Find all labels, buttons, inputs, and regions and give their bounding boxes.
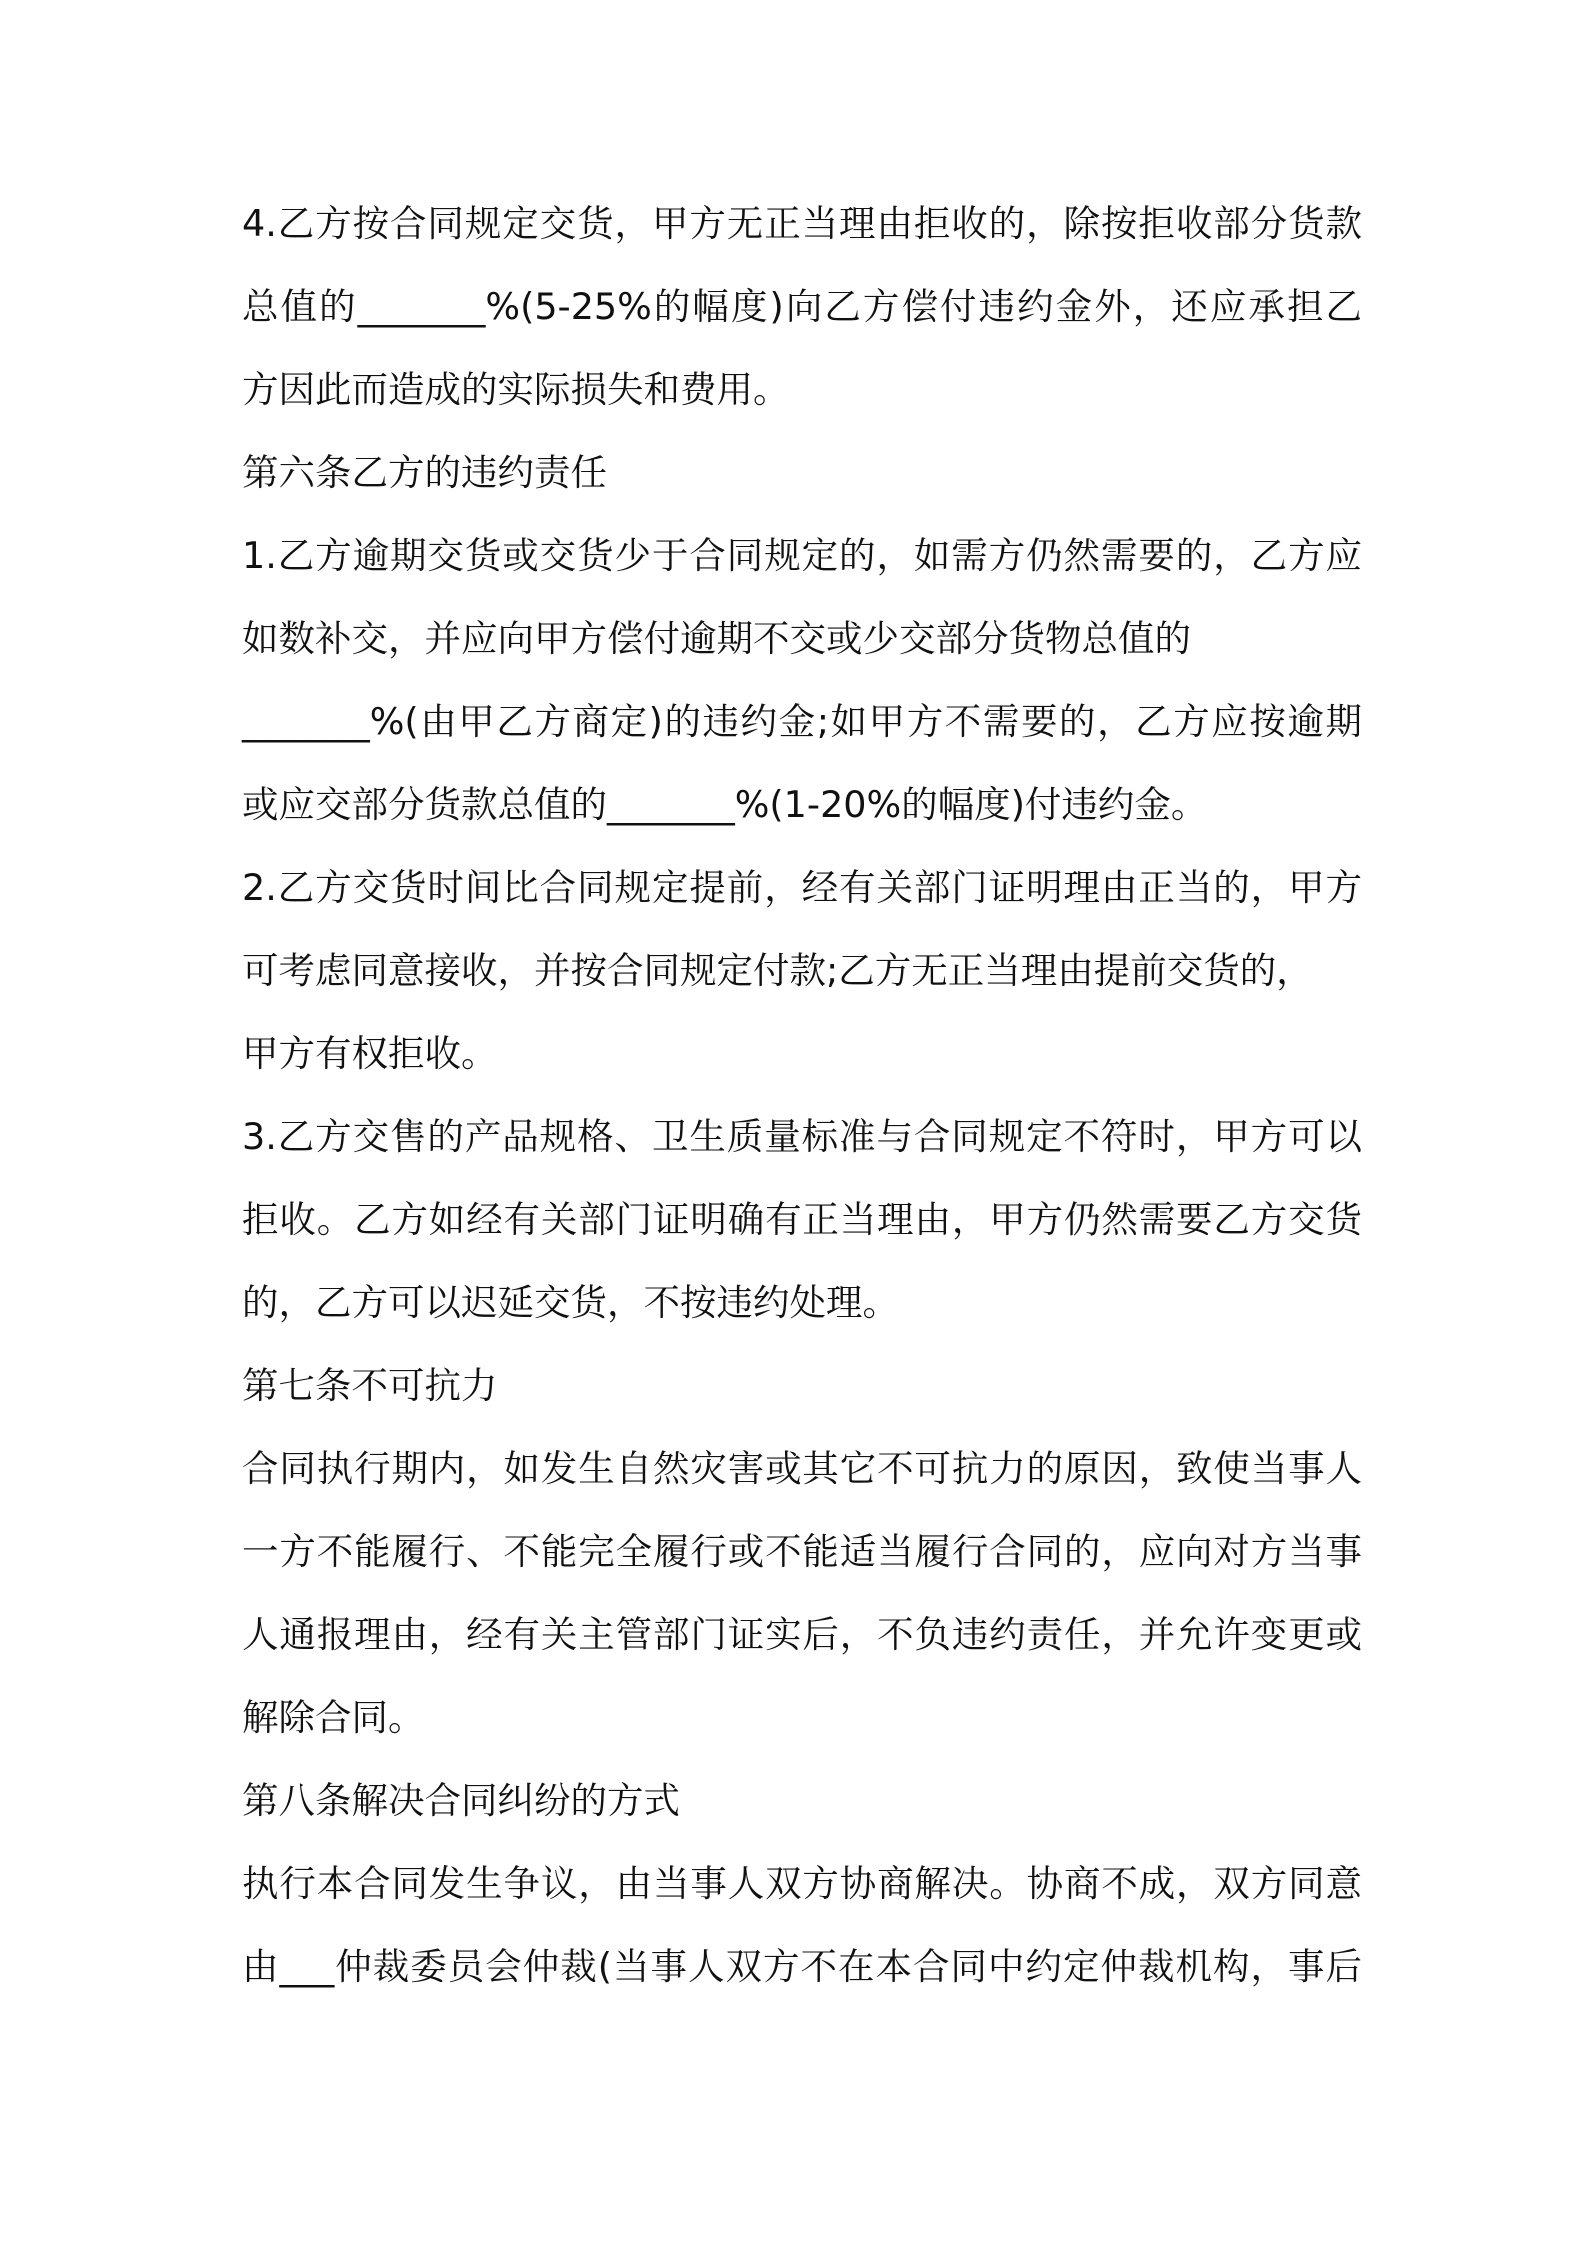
clause-6-item-2-line-3: 甲方有权拒收。 bbox=[242, 1032, 498, 1075]
clause-6-item-3-line-1: 3.乙方交售的产品规格、卫生质量标准与合同规定不符时，甲方可以 bbox=[242, 1115, 1362, 1158]
clause-7-heading: 第七条不可抗力 bbox=[242, 1364, 498, 1407]
clause-7-body-line-1: 合同执行期内，如发生自然灾害或其它不可抗力的原因，致使当事人 bbox=[242, 1447, 1362, 1490]
clause-6-heading: 第六条乙方的违约责任 bbox=[242, 451, 607, 494]
clause-6-item-1-line-2: 如数补交，并应向甲方偿付逾期不交或少交部分货物总值的 bbox=[242, 617, 1191, 660]
clause-5-item-4-line-3: 方因此而造成的实际损失和费用。 bbox=[242, 368, 790, 411]
clause-7-body-line-3: 人通报理由，经有关主管部门证实后，不负违约责任，并允许变更或 bbox=[242, 1613, 1362, 1656]
clause-7-body-line-4: 解除合同。 bbox=[242, 1696, 425, 1739]
clause-8-heading: 第八条解决合同纠纷的方式 bbox=[242, 1779, 680, 1822]
clause-8-body-line-2: 由___仲裁委员会仲裁(当事人双方不在本合同中约定仲裁机构，事后 bbox=[242, 1945, 1362, 1988]
clause-6-item-2-line-1: 2.乙方交货时间比合同规定提前，经有关部门证明理由正当的，甲方 bbox=[242, 866, 1362, 909]
clause-6-item-1-line-3: _______%(由甲乙方商定)的违约金;如甲方不需要的，乙方应按逾期 bbox=[242, 700, 1362, 743]
clause-6-item-1-line-4: 或应交部分货款总值的_______%(1-20%的幅度)付违约金。 bbox=[242, 783, 1208, 826]
clause-7-body-line-2: 一方不能履行、不能完全履行或不能适当履行合同的，应向对方当事 bbox=[242, 1530, 1362, 1573]
clause-5-item-4-line-1: 4.乙方按合同规定交货，甲方无正当理由拒收的，除按拒收部分货款 bbox=[242, 202, 1362, 245]
clause-5-item-4-line-2: 总值的_______%(5-25%的幅度)向乙方偿付违约金外，还应承担乙 bbox=[242, 285, 1362, 328]
clause-6-item-1-line-1: 1.乙方逾期交货或交货少于合同规定的，如需方仍然需要的，乙方应 bbox=[242, 534, 1362, 577]
clause-8-body-line-1: 执行本合同发生争议，由当事人双方协商解决。协商不成，双方同意 bbox=[242, 1862, 1362, 1905]
clause-6-item-3-line-3: 的，乙方可以迟延交货，不按违约处理。 bbox=[242, 1281, 899, 1324]
clause-6-item-2-line-2: 可考虑同意接收，并按合同规定付款;乙方无正当理由提前交货的， bbox=[242, 949, 1313, 992]
clause-6-item-3-line-2: 拒收。乙方如经有关部门证明确有正当理由，甲方仍然需要乙方交货 bbox=[242, 1198, 1362, 1241]
